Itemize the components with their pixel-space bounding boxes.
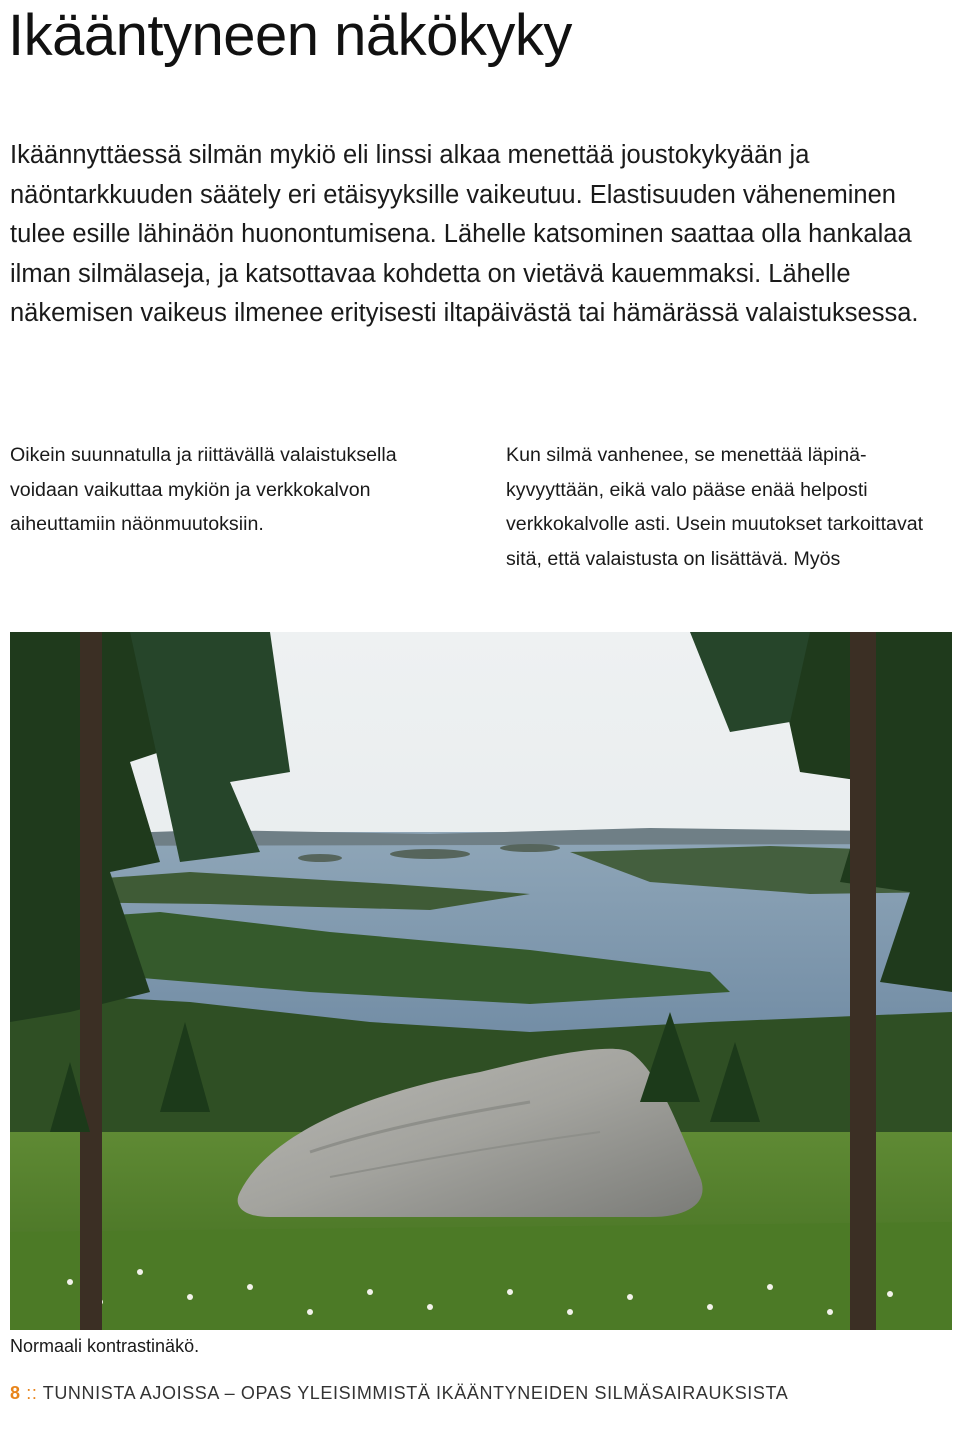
left-column-text: Oikein suunnatulla ja riittävällä valaistuksella voidaan vaikuttaa mykiön ja verkkokalvon aiheuttamiin näönmuutoksiin.: [10, 444, 397, 536]
photo-caption: Normaali kontrastinäkö.: [10, 1336, 200, 1356]
lead-paragraph: Ikäännyttäessä silmän mykiö eli linssi alkaa menettää joustokykyään ja näöntarkkuuden säätely eri etäisyyksille vaikeutuu. Elastisuuden väheneminen tulee esille lähinäön huonontumisena. Lähelle katsominen saattaa olla hankalaa ilman silmälaseja, ja katsottavaa kohdetta on vietävä kauemmaksi. Lähelle näkemisen vaikeus ilmenee erityisesti iltapäivästä tai hämärässä valaistuksessa.: [10, 141, 919, 328]
page-title: Ikääntyneen näkökyky: [8, 3, 572, 68]
tree-trunk-right: [850, 632, 876, 1330]
footer-separator: ::: [26, 1383, 38, 1403]
right-column-text: Kun silmä vanhenee, se menettää läpinäkyvyyttään, eikä valo pääse enää helposti verkkokalvolle asti. Usein muutokset tarkoittavat sitä, että valaistusta on lisättävä. Myös: [506, 444, 924, 570]
landscape-illustration: [10, 632, 952, 1330]
page-number: 8: [10, 1383, 21, 1403]
tree-trunk-left: [80, 632, 102, 1330]
page-footer: [10, 1381, 788, 1405]
landscape-photo: [10, 632, 952, 1330]
footer-publication-title: TUNNISTA AJOISSA – OPAS YLEISIMMISTÄ IKÄÄNTYNEIDEN SILMÄSAIRAUKSISTA: [42, 1383, 789, 1403]
